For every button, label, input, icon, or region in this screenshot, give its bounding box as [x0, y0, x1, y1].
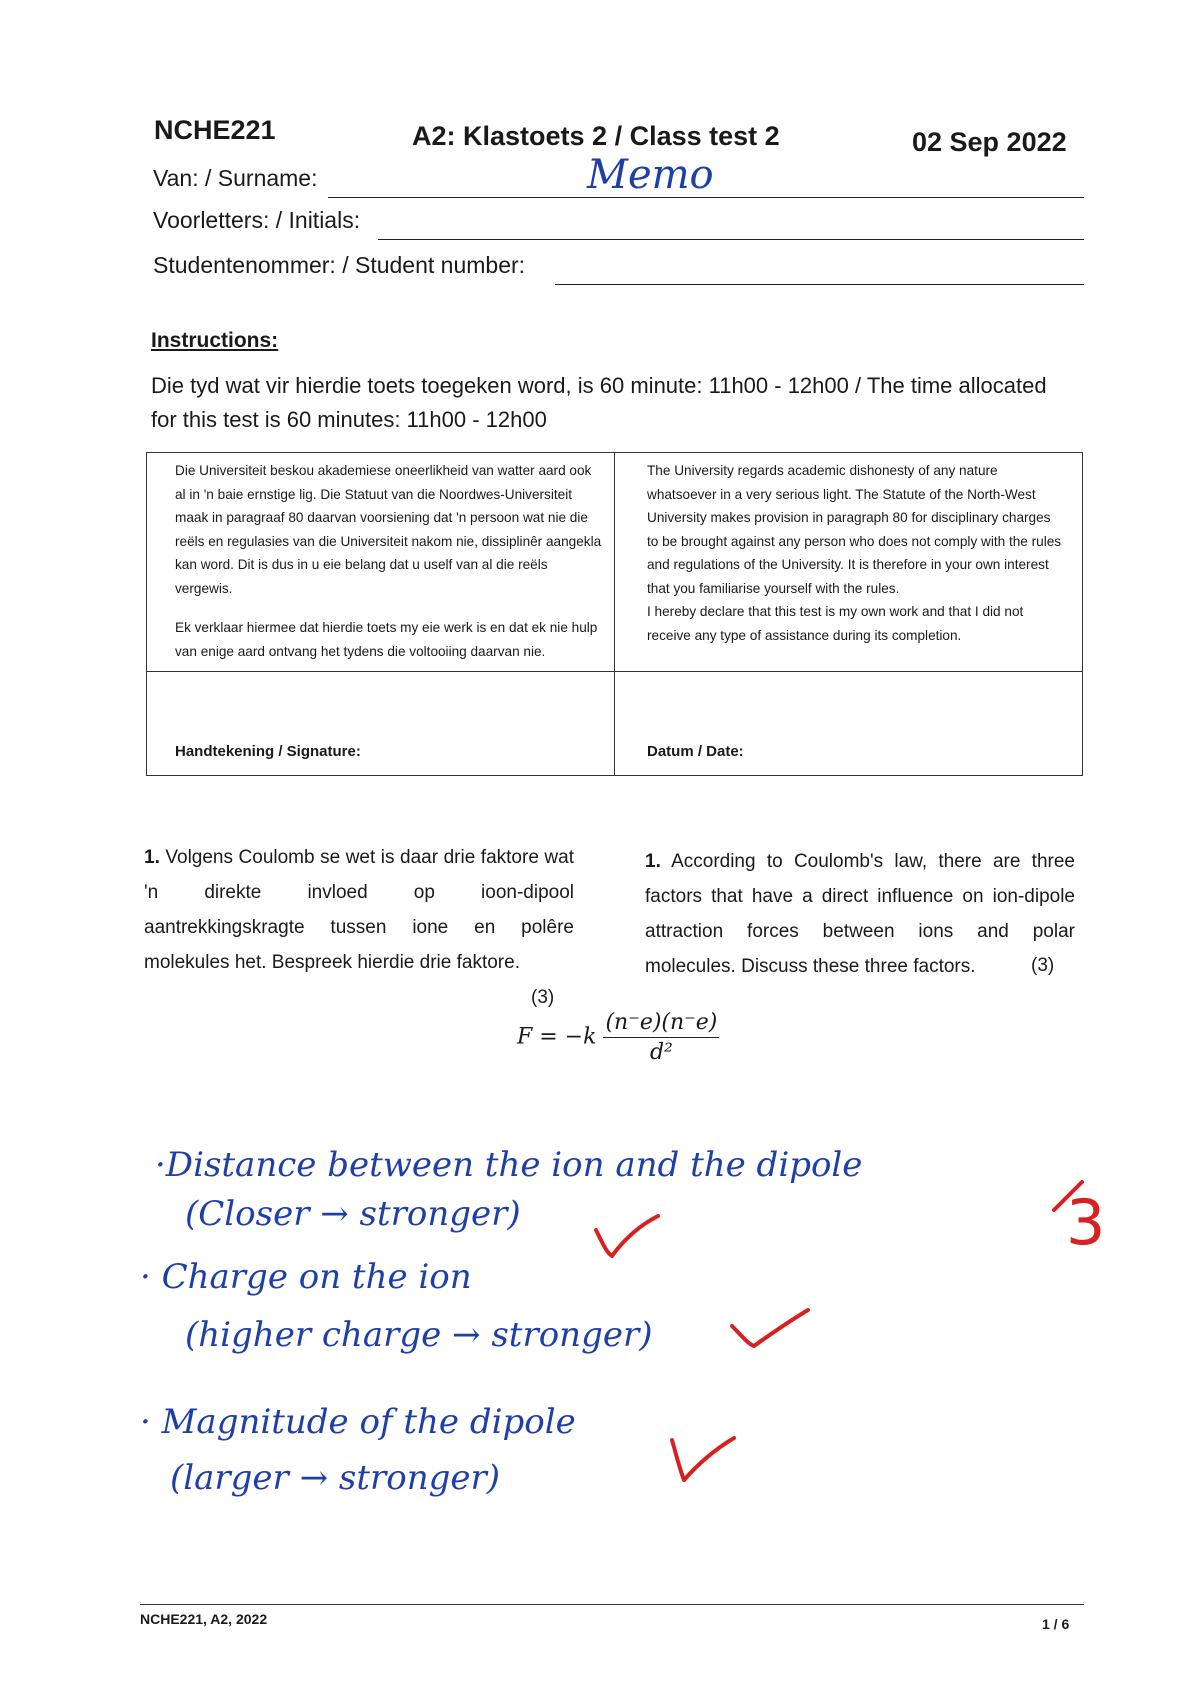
initials-label: Voorletters: / Initials: [153, 207, 361, 233]
instructions-title: Instructions: [151, 329, 279, 352]
student-number-line [555, 284, 1084, 285]
question-1-number-af: 1. [144, 847, 160, 868]
score-value: 3 [1066, 1186, 1106, 1259]
declaration-english-cell [615, 453, 1083, 672]
page-number: 1 / 6 [1042, 1616, 1070, 1632]
test-title: A2: Klastoets 2 / Class test 2 [412, 121, 780, 151]
check-mark-icon [728, 1306, 813, 1351]
formula-lhs: F = −k [517, 1024, 597, 1050]
student-number-label: Studentenommer: / Student number: [153, 252, 526, 278]
check-mark-icon [668, 1430, 738, 1485]
question-1-afrikaans-marks: (3) [531, 987, 555, 1008]
date-label: Datum / Date: [647, 742, 744, 760]
test-date: 02 Sep 2022 [912, 127, 1067, 157]
coulomb-formula [517, 1010, 719, 1065]
declaration-table [146, 452, 1083, 776]
question-1-afrikaans-text: Volgens Coulomb se wet is daar drie faktore wat 'n direkte invloed op ioon-dipool aantrekkingskragte tussen ione en polêre molekules het. Bespreek hierdie drie faktore. [144, 847, 574, 973]
question-1-english-text: According to Coulomb's law, there are three factors that have a direct influence on ion-dipole attraction forces between ions and polar molecules. Discuss these three factors. [645, 851, 1075, 977]
answer-line-2: (Closer → stronger) [185, 1194, 521, 1234]
question-1-afrikaans [144, 840, 574, 980]
answer-line-6: (larger → stronger) [170, 1458, 501, 1498]
date-cell[interactable] [615, 672, 1083, 776]
check-mark-icon [592, 1212, 662, 1262]
answer-line-5: · Magnitude of the dipole [140, 1402, 576, 1442]
declaration-afrikaans-cell [147, 453, 615, 672]
declaration-english-paragraph-1: The University regards academic dishonesty of any nature whatsoever in a very serious light. The Statute of the North-West University makes provision in paragraph 80 for disciplinary charges to be brought against any person who does not comply with the rules and regulations of the University. It is therefore in your own interest that you familiarise yourself with the rules. [647, 463, 1062, 596]
initials-line [378, 239, 1084, 240]
surname-handwritten-value: Memo [587, 152, 714, 198]
declaration-english-paragraph-2: I hereby declare that this test is my own work and that I did not receive any type of assistance during its completion. [647, 604, 1024, 643]
instructions-line-1: Die tyd wat vir hierdie toets toegeken word, is 60 minute: 11h00 - 12h00 / The time allocated [151, 373, 1047, 398]
footer-left: NCHE221, A2, 2022 [140, 1611, 268, 1627]
question-1-english [645, 844, 1075, 984]
declaration-afrikaans-paragraph-2: Ek verklaar hiermee dat hierdie toets my eie werk is en dat ek nie hulp van enige aard ontvang het tydens die voltooiing daarvan nie. [175, 620, 598, 659]
surname-label: Van: / Surname: [153, 165, 318, 191]
signature-label: Handtekening / Signature: [175, 742, 361, 760]
answer-line-1: ·Distance between the ion and the dipole [155, 1145, 863, 1185]
instructions-line-2: for this test is 60 minutes: 11h00 - 12h00 [151, 407, 547, 432]
formula-denominator: d² [649, 1040, 673, 1065]
signature-cell[interactable] [147, 672, 615, 776]
question-1-number-en: 1. [645, 851, 661, 872]
answer-line-3: · Charge on the ion [140, 1257, 472, 1297]
declaration-afrikaans-paragraph-1: Die Universiteit beskou akademiese oneerlikheid van watter aard ook al in 'n baie ernstige lig. Die Statuut van die Noordwes-Universiteit maak in paragraaf 80 daarvan voorsiening dat 'n persoon wat nie die reëls en regulasies van die Universiteit nakom nie, dissiplinêr aangekla kan word. Dit is dus in u eie belang dat u uself van al die reëls vergewis. [175, 463, 602, 596]
formula-fraction [603, 1010, 719, 1065]
question-1-english-marks: (3) [1031, 955, 1055, 976]
footer-rule [140, 1604, 1084, 1605]
answer-line-4: (higher charge → stronger) [185, 1315, 653, 1355]
formula-numerator: (n⁻e)(n⁻e) [603, 1010, 719, 1038]
course-code: NCHE221 [154, 115, 276, 145]
